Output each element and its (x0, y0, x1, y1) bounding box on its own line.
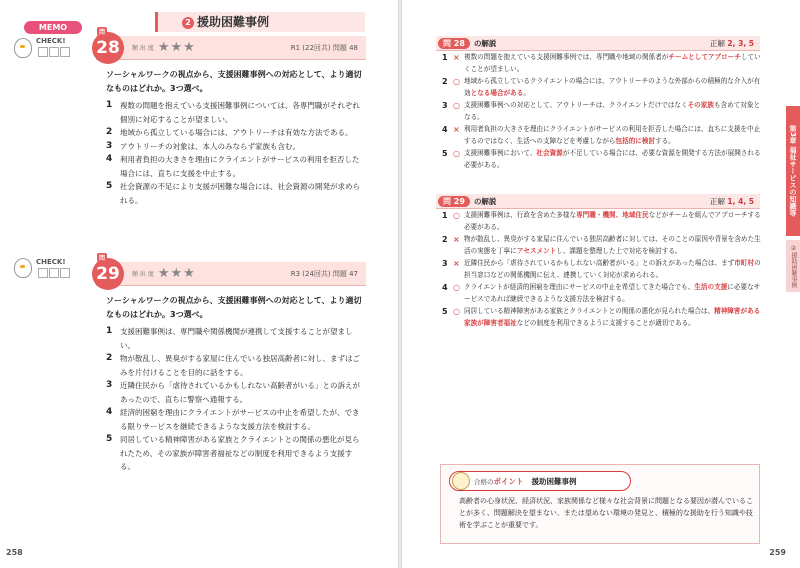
left-page (0, 0, 398, 568)
answer-text: 同居している精神障害がある家族とクライエントとの関係の悪化が見られた場合は、精神障害がある家族が障害者福祉などの制度を利用できるように支援することが適切である。 (464, 307, 761, 327)
answer-item-number: 5 (442, 307, 448, 316)
point-header (449, 471, 631, 491)
question-prompt: ソーシャルワークの視点から、支援困難事例への対応として、より適切なものはどれか。3つ選べ。 (106, 70, 362, 93)
answer-number-text: 28 (453, 38, 465, 48)
choice-text: 利用者負担の大きさを理由にクライエントがサービスの利用を拒否した場合には、直ちに支援を中止する。 (120, 155, 360, 178)
answer-list (442, 52, 762, 172)
choice-text: 近隣住民から「虐待されているかもしれない高齢者がいる」との訴えがあったので、直ちに警察へ通報する。 (120, 381, 360, 404)
page-number: 258 (6, 548, 23, 557)
question-label: 問 (99, 28, 106, 36)
answer-item-number: 2 (442, 77, 448, 86)
answer-item (442, 258, 762, 281)
choice-number: 1 (106, 100, 113, 110)
choice-number: 2 (106, 127, 113, 137)
question-number-text: 28 (96, 37, 120, 58)
answer-text: 利用者負担の大きさを理由にクライエントがサービスの利用を拒否した場合には、直ちに支援を中止するのではなく、生活への支障などを考慮しながら包括的に検討する。 (464, 125, 761, 145)
check-box[interactable] (60, 268, 70, 278)
choice-number: 5 (106, 181, 113, 191)
right-page (402, 0, 800, 568)
choice-text: 経済的困窮を理由にクライエントがサービスの中止を希望したが、できる限りサービスを継続できるような支援方法を検討する。 (120, 408, 360, 431)
answer-item-number: 2 (442, 235, 448, 244)
choice-item (106, 126, 364, 140)
choice-item (106, 433, 364, 474)
question-label: 問 (99, 254, 106, 262)
answer-item (442, 282, 762, 305)
correct-value: 1, 4, 5 (727, 196, 754, 206)
answer-item (442, 210, 762, 233)
correct-answer (710, 196, 754, 207)
answer-number (438, 196, 470, 207)
choice-item (106, 325, 364, 352)
choice-number: 4 (106, 407, 113, 417)
correct-value: 2, 3, 5 (727, 38, 754, 48)
choice-item (106, 406, 364, 433)
question-source: R3 (24回共) 問題 47 (290, 269, 358, 278)
choice-text: アウトリーチの対象は、本人のみならず家族も含む。 (120, 141, 300, 151)
answer-item (442, 76, 762, 99)
check-label: CHECK! (36, 258, 66, 266)
frequency-label: 頻 出 度 (132, 45, 154, 52)
answer-number (438, 38, 470, 49)
star-rating-icon: ★★★ (157, 266, 196, 281)
answer-item-number: 3 (442, 101, 448, 110)
answer-mark: × (453, 235, 460, 244)
chapter-side-tab[interactable]: 第3章 福祉サービスの知識等 (786, 106, 800, 236)
answer-mark: ○ (453, 283, 460, 292)
answer-mark: × (453, 125, 460, 134)
question-prompt: ソーシャルワークの視点から、支援困難事例への対応として、より適切なものはどれか。3つ選べ。 (106, 296, 362, 319)
section-title (155, 12, 365, 32)
choice-item (106, 99, 364, 126)
point-title: 援助困難事例 (531, 476, 577, 486)
section-side-tab[interactable]: ②援助困難事例 (786, 240, 800, 292)
choice-text: 地域から孤立している場合には、アウトリーチは有効な方法である。 (120, 128, 353, 137)
answer-text: クライエントが経済的困窮を理由にサービスの中止を希望してきた場合でも、生活の支援に必要なサービスであれば継続できるような支援方法を検討する。 (464, 283, 761, 303)
choice-list (106, 325, 364, 474)
answer-mark: ○ (453, 101, 460, 110)
correct-label: 正解 (710, 196, 726, 206)
point-box (440, 464, 760, 544)
answer-header (436, 36, 760, 51)
check-box[interactable] (49, 268, 59, 278)
question-header (96, 28, 366, 60)
frequency-label: 頻 出 度 (132, 271, 154, 278)
answer-list (442, 210, 762, 330)
point-body: 高齢者の心身状況、経済状況、家族関係など様々な社会背景に問題となる要因が潜んでいることが多く、問題解決を望まない、または望めない環境の発見と、積極的な援助を行う知識や技術を学ぶことが重要です。 (459, 497, 753, 529)
answer-text: 近隣住民から「虐待されているかもしれない高齢者がいる」との訴えがあった場合は、まず市町村の担当窓口などの関係機関に伝え、連携していく対応が求められる。 (464, 259, 761, 279)
choice-number: 5 (106, 434, 113, 444)
answer-mark: ○ (453, 77, 460, 86)
question-number-text: 29 (96, 263, 120, 284)
answer-item (442, 100, 762, 123)
answer-mark: × (453, 53, 460, 62)
choice-number: 2 (106, 353, 113, 363)
answer-item-number: 5 (442, 149, 448, 158)
choice-item (106, 379, 364, 406)
answer-item-number: 4 (442, 283, 448, 292)
answer-label: 問 (443, 196, 451, 206)
correct-label: 正解 (710, 38, 726, 48)
answer-item (442, 148, 762, 171)
answer-item-number: 1 (442, 53, 448, 62)
chick-mascot-icon (14, 38, 32, 58)
check-label: CHECK! (36, 37, 66, 45)
question-source: R1 (22回共) 問題 48 (290, 43, 358, 52)
answer-text: 複数の問題を抱えている支援困難事例では、専門職や地域の関係者がチームとしてアプローチしていくことが望ましい。 (464, 53, 761, 73)
answer-item (442, 124, 762, 147)
choice-item (106, 153, 364, 180)
mascot-icon (452, 472, 470, 490)
choice-number: 3 (106, 140, 113, 151)
answer-mark: ○ (453, 307, 460, 316)
choice-item (106, 352, 364, 379)
choice-text: 支援困難事例は、専門職や関係機関が連携して支援することが望ましい。 (120, 327, 353, 350)
answer-mark: × (453, 259, 460, 268)
check-boxes (38, 47, 70, 57)
answer-text: 支援困難事例への対応として、アウトリーチは、クライエントだけではなくその家族も含めて対象となる。 (464, 101, 761, 121)
chick-mascot-icon (14, 258, 32, 278)
check-box[interactable] (60, 47, 70, 57)
answer-text: 地域から孤立しているクライエントの場合には、アウトリーチのような外部からの積極的な介入が有効となる場合がある。 (464, 77, 761, 97)
point-label: 合格のポイント (474, 476, 524, 486)
choice-text: 同居している精神障害がある家族とクライエントとの関係の悪化が見られたため、その家族が障害者福祉などの制度を利用できるよう支援する。 (120, 435, 360, 471)
answer-item-number: 4 (442, 125, 448, 134)
answer-title: の解説 (473, 196, 497, 206)
answer-header (436, 194, 760, 209)
check-box[interactable] (38, 47, 48, 57)
answer-text: 物が散乱し、異臭がする家屋に住んでいる独居高齢者に対しては、そのことの原因や背景を含めた生活の実態を丁寧にアセスメントし、課題を整理した上で対応を検討する。 (464, 235, 761, 255)
question-number (92, 28, 124, 64)
answer-text: 支援困難事例において、社会資源が不足している場合には、必要な資源を開発する方法が展開される必要がある。 (464, 149, 761, 169)
correct-answer (710, 38, 754, 49)
answer-mark: ○ (453, 211, 460, 220)
question-header (96, 254, 366, 286)
choice-text: 複数の問題を抱えている支援困難事例については、各専門職がそれぞれ個別に対応することが望ましい。 (120, 101, 360, 124)
choice-text: 社会資源の不足により支援が困難な場合には、社会資源の開発が求められる。 (120, 182, 360, 205)
answer-title: の解説 (473, 38, 497, 48)
choice-item (106, 140, 364, 154)
choice-number: 3 (106, 380, 113, 390)
answer-item (442, 234, 762, 257)
section-number: 2 (182, 17, 194, 29)
answer-mark: ○ (453, 149, 460, 158)
choice-number: 4 (106, 154, 113, 164)
choice-number: 1 (106, 326, 113, 336)
check-box[interactable] (49, 47, 59, 57)
question-number (92, 254, 124, 290)
page-number: 259 (769, 548, 786, 557)
answer-text: 支援困難事例は、行政を含めた多様な専門職・機関、地域住民などがチームを組んでアプローチする必要がある。 (464, 211, 761, 231)
answer-item (442, 306, 762, 329)
check-boxes (38, 268, 70, 278)
section-title-text: 援助困難事例 (197, 15, 270, 29)
answer-item-number: 3 (442, 259, 448, 268)
answer-item-number: 1 (442, 211, 448, 220)
star-rating-icon: ★★★ (157, 40, 196, 55)
memo-badge: MEMO (24, 21, 82, 34)
answer-item (442, 52, 762, 75)
choice-list (106, 99, 364, 207)
answer-label: 問 (443, 38, 451, 48)
choice-text: 物が散乱し、異臭がする家屋に住んでいる独居高齢者に対し、まずはごみを片付けることを目的に話をする。 (120, 354, 360, 377)
choice-item (106, 180, 364, 207)
answer-number-text: 29 (453, 196, 465, 206)
check-box[interactable] (38, 268, 48, 278)
